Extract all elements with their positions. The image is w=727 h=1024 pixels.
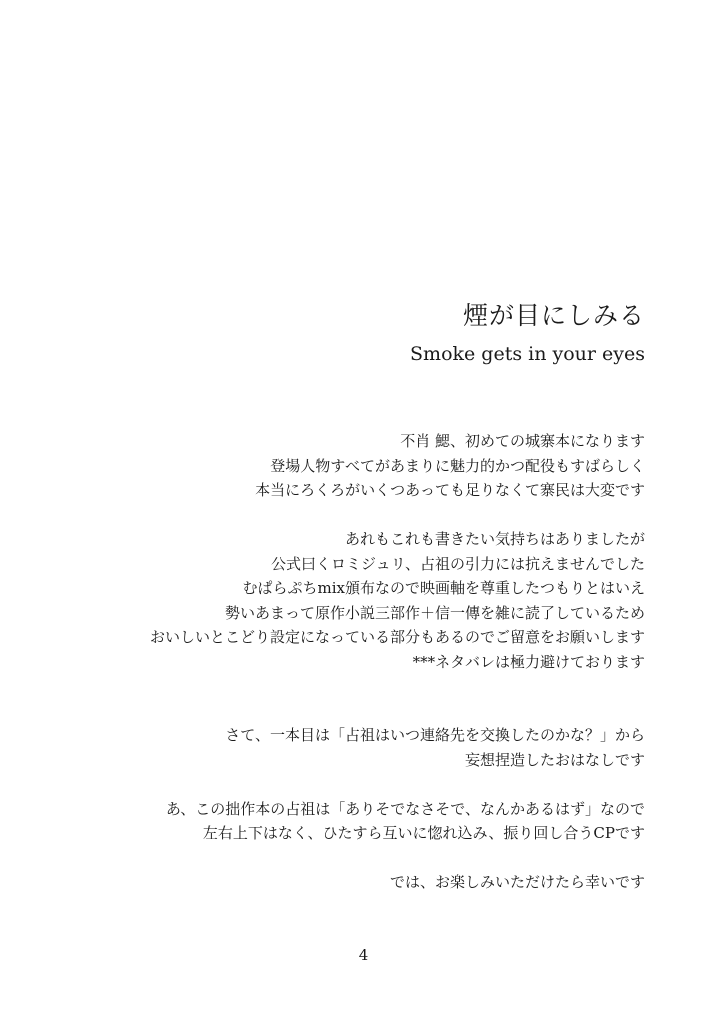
section-spacer	[150, 674, 645, 723]
text-line: ***ネタバレは極力避けております	[412, 652, 645, 671]
text-line: 不肖 鰓、初めての城寨本になります	[400, 432, 645, 450]
text-line: 本当にろくろがいくつあっても足りなくて寨民は大変です	[255, 481, 645, 499]
paragraph-story-intro	[150, 723, 645, 772]
text-line: 登場人物すべてがあまりに魅力的かつ配役もすばらしく	[270, 456, 645, 475]
paragraph-spacer	[150, 772, 645, 797]
english-title: Smoke gets in your eyes	[410, 343, 645, 365]
text-line: さて、一本目は「占祖はいつ連絡先を交換したのかな？」から	[225, 726, 645, 744]
text-line: あ、この拙作本の占祖は「ありそでなさそで、なんかあるはず」なので	[165, 799, 645, 818]
page-number: 4	[358, 946, 369, 964]
text-line: 左右上下はなく、ひたすら互いに惚れ込み、振り回し合うCPです	[202, 824, 645, 842]
text-line: 勢いあまって原作小説三部作＋信一傳を雑に読了しているため	[224, 603, 645, 622]
afterword-text	[150, 429, 645, 895]
paragraph-notes	[150, 527, 645, 674]
japanese-title: 煙が目にしみる	[462, 301, 645, 330]
paragraph-cp-note	[150, 797, 645, 846]
paragraph-intro	[150, 429, 645, 503]
paragraph-closing	[150, 870, 645, 895]
text-line: おいしいとこどり設定になっている部分もあるのでご留意をお願いします	[149, 628, 645, 646]
text-line: では、お楽しみいただけたら幸いです	[389, 873, 645, 891]
text-line: あれもこれも書きたい気持ちはありましたが	[344, 530, 645, 548]
text-line: 公式曰くロミジュリ、占祖の引力には抗えませんでした	[271, 554, 645, 573]
paragraph-spacer	[150, 846, 645, 871]
paragraph-spacer	[150, 503, 645, 528]
text-line: むぱらぷちmix頒布なので映画軸を尊重したつもりとはいえ	[242, 579, 645, 597]
title-block	[410, 298, 645, 368]
text-line: 妄想捏造したおはなしです	[464, 750, 645, 769]
